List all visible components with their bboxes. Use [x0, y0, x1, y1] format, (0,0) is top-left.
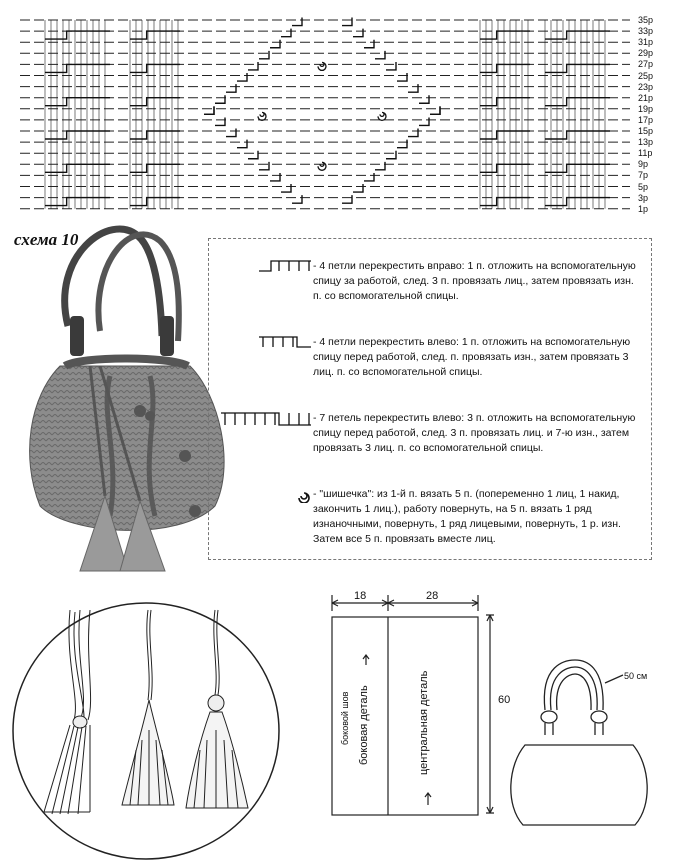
bobble-icon	[318, 162, 326, 170]
row-label: 1р	[638, 203, 649, 214]
diamond-step-symbol	[408, 129, 418, 137]
cable-cross-symbol	[45, 31, 110, 39]
diamond-step-symbol	[364, 40, 374, 48]
diamond-step-symbol	[270, 40, 280, 48]
cable-cross-symbol	[130, 198, 180, 206]
diamond-step-symbol	[342, 18, 352, 26]
legend-box	[208, 238, 652, 560]
row-label: 23р	[638, 81, 654, 92]
cable-cross-symbol	[545, 98, 610, 106]
cable-cross-symbol	[480, 131, 530, 139]
dim-height: 60	[498, 694, 511, 706]
diamond-step-symbol	[419, 95, 429, 103]
diamond-step-symbol	[386, 62, 396, 70]
row-label: 15р	[638, 126, 654, 136]
cable-cross-symbol	[130, 64, 180, 72]
diamond-step-symbol	[375, 51, 385, 59]
cable-cross-symbol	[130, 98, 180, 106]
legend-item-2: - 4 петли перекрестить влево: 1 п. отложить на вспомогательную спицу перед работой, след. п. провязать изн., затем провязать 3 лиц. п. со вспомогательной спицы.	[313, 336, 631, 378]
center-piece-label: центральная деталь	[418, 670, 430, 775]
diamond-step-symbol	[259, 162, 269, 170]
side-seam-label: боковой шов	[340, 691, 350, 745]
cable-cross-symbol	[130, 131, 180, 139]
handle-length-label: 50 см	[624, 671, 648, 681]
diamond-step-symbol	[237, 140, 247, 148]
diamond-step-symbol	[292, 18, 302, 26]
chart-grid-lines	[20, 20, 630, 209]
cable-cross-symbol	[480, 164, 530, 172]
side-piece-label: боковая деталь	[358, 685, 370, 765]
row-label: 11р	[638, 148, 653, 159]
diamond-step-symbol	[248, 62, 258, 70]
row-label: 9р	[638, 159, 649, 170]
diamond-step-symbol	[375, 162, 385, 170]
cross-right-4-symbol	[257, 259, 313, 273]
cable-cross-symbol	[545, 64, 610, 72]
row-label: 21р	[638, 92, 654, 103]
cable-cross-symbol	[130, 31, 180, 39]
diamond-step-symbol	[364, 173, 374, 181]
diamond-step-symbol	[259, 51, 269, 59]
diamond-step-symbol	[215, 117, 225, 125]
small-bag-outline	[505, 655, 655, 830]
diamond-step-symbol	[397, 73, 407, 81]
diamond-step-symbol	[408, 84, 418, 92]
cable-cross-symbol	[130, 164, 180, 172]
bobble-icon	[378, 112, 386, 120]
cross-left-7-symbol	[219, 411, 313, 427]
row-label: 3р	[638, 192, 649, 203]
bobble-icon	[258, 112, 266, 120]
cable-cross-symbol	[545, 164, 610, 172]
diamond-step-symbol	[215, 95, 225, 103]
cable-cross-symbol	[45, 131, 110, 139]
diamond-step-symbol	[397, 140, 407, 148]
diamond-step-symbol	[419, 117, 429, 125]
diamond-step-symbol	[204, 106, 214, 114]
diamond-step-symbol	[386, 151, 396, 159]
legend-item-1: - 4 петли перекрестить вправо: 1 п. отложить на вспомогательную спицу за работой, след. 3 п. провязать лиц., затем провязать изн. п. со вспомогательной спицы.	[313, 260, 636, 302]
cable-cross-symbol	[45, 164, 110, 172]
diamond-step-symbol	[353, 184, 363, 192]
cable-cross-symbol	[545, 31, 610, 39]
diamond-step-symbol	[281, 29, 291, 37]
diamond-step-symbol	[270, 173, 280, 181]
cable-cross-symbol	[545, 198, 610, 206]
diamond-step-symbol	[292, 195, 302, 203]
diamond-step-symbol	[281, 184, 291, 192]
row-label: 31р	[638, 37, 654, 48]
cable-cross-symbol	[480, 98, 530, 106]
row-label: 7р	[638, 170, 649, 181]
diamond-step-symbol	[430, 106, 440, 114]
diamond-step-symbol	[353, 29, 363, 37]
diamond-step-symbol	[237, 73, 247, 81]
cable-cross-symbol	[45, 198, 110, 206]
legend-item-4: - "шишечка": из 1-й п. вязать 5 п. (попеременно 1 лиц, 1 накид, закончить 1 лиц.), работу повернуть, на 5 п. вязать 1 ряд изнаночными, повернуть, 1 ряд лицевыми, повернуть, 1 р. изн. Затем все 5 п. провязать вместе лиц.	[313, 488, 621, 545]
diamond-step-symbol	[204, 106, 214, 114]
cable-cross-symbol	[480, 64, 530, 72]
diamond-step-symbol	[248, 151, 258, 159]
tassel-diagram	[10, 600, 284, 862]
cable-cross-symbol	[545, 131, 610, 139]
row-label: 5р	[638, 181, 649, 192]
row-label: 29р	[638, 48, 654, 59]
legend-item-3: - 7 петель перекрестить влево: 3 п. отложить на вспомогательную спицу перед работой, след. 3 п. провязать лиц. и 7-ю изн., затем провязать 3 лиц. п. со вспомогательной спицы.	[313, 412, 636, 454]
cross-left-4-symbol	[257, 335, 313, 349]
bobble-icon	[318, 62, 326, 70]
cable-cross-symbol	[45, 64, 110, 72]
row-label: 25р	[638, 70, 654, 81]
diamond-step-symbol	[430, 106, 440, 114]
row-label: 19р	[638, 103, 654, 114]
diamond-step-symbol	[226, 129, 236, 137]
tassel-step-2	[122, 610, 174, 805]
cable-cross-symbol	[480, 31, 530, 39]
row-label: 27р	[638, 59, 654, 70]
knitting-chart	[0, 0, 679, 230]
row-label: 33р	[638, 26, 654, 37]
dim-center-width: 28	[426, 590, 439, 602]
bag-photo	[10, 216, 240, 586]
row-label: 35р	[638, 15, 654, 25]
scheme-title: схема 10	[14, 230, 79, 249]
diamond-step-symbol	[342, 195, 352, 203]
cable-cross-symbol	[480, 198, 530, 206]
row-label: 17р	[638, 114, 654, 125]
dim-side-width: 18	[354, 590, 367, 602]
diamond-step-symbol	[226, 84, 236, 92]
bobble-icon	[297, 489, 311, 503]
row-label: 13р	[638, 137, 654, 148]
cable-cross-symbol	[45, 98, 110, 106]
